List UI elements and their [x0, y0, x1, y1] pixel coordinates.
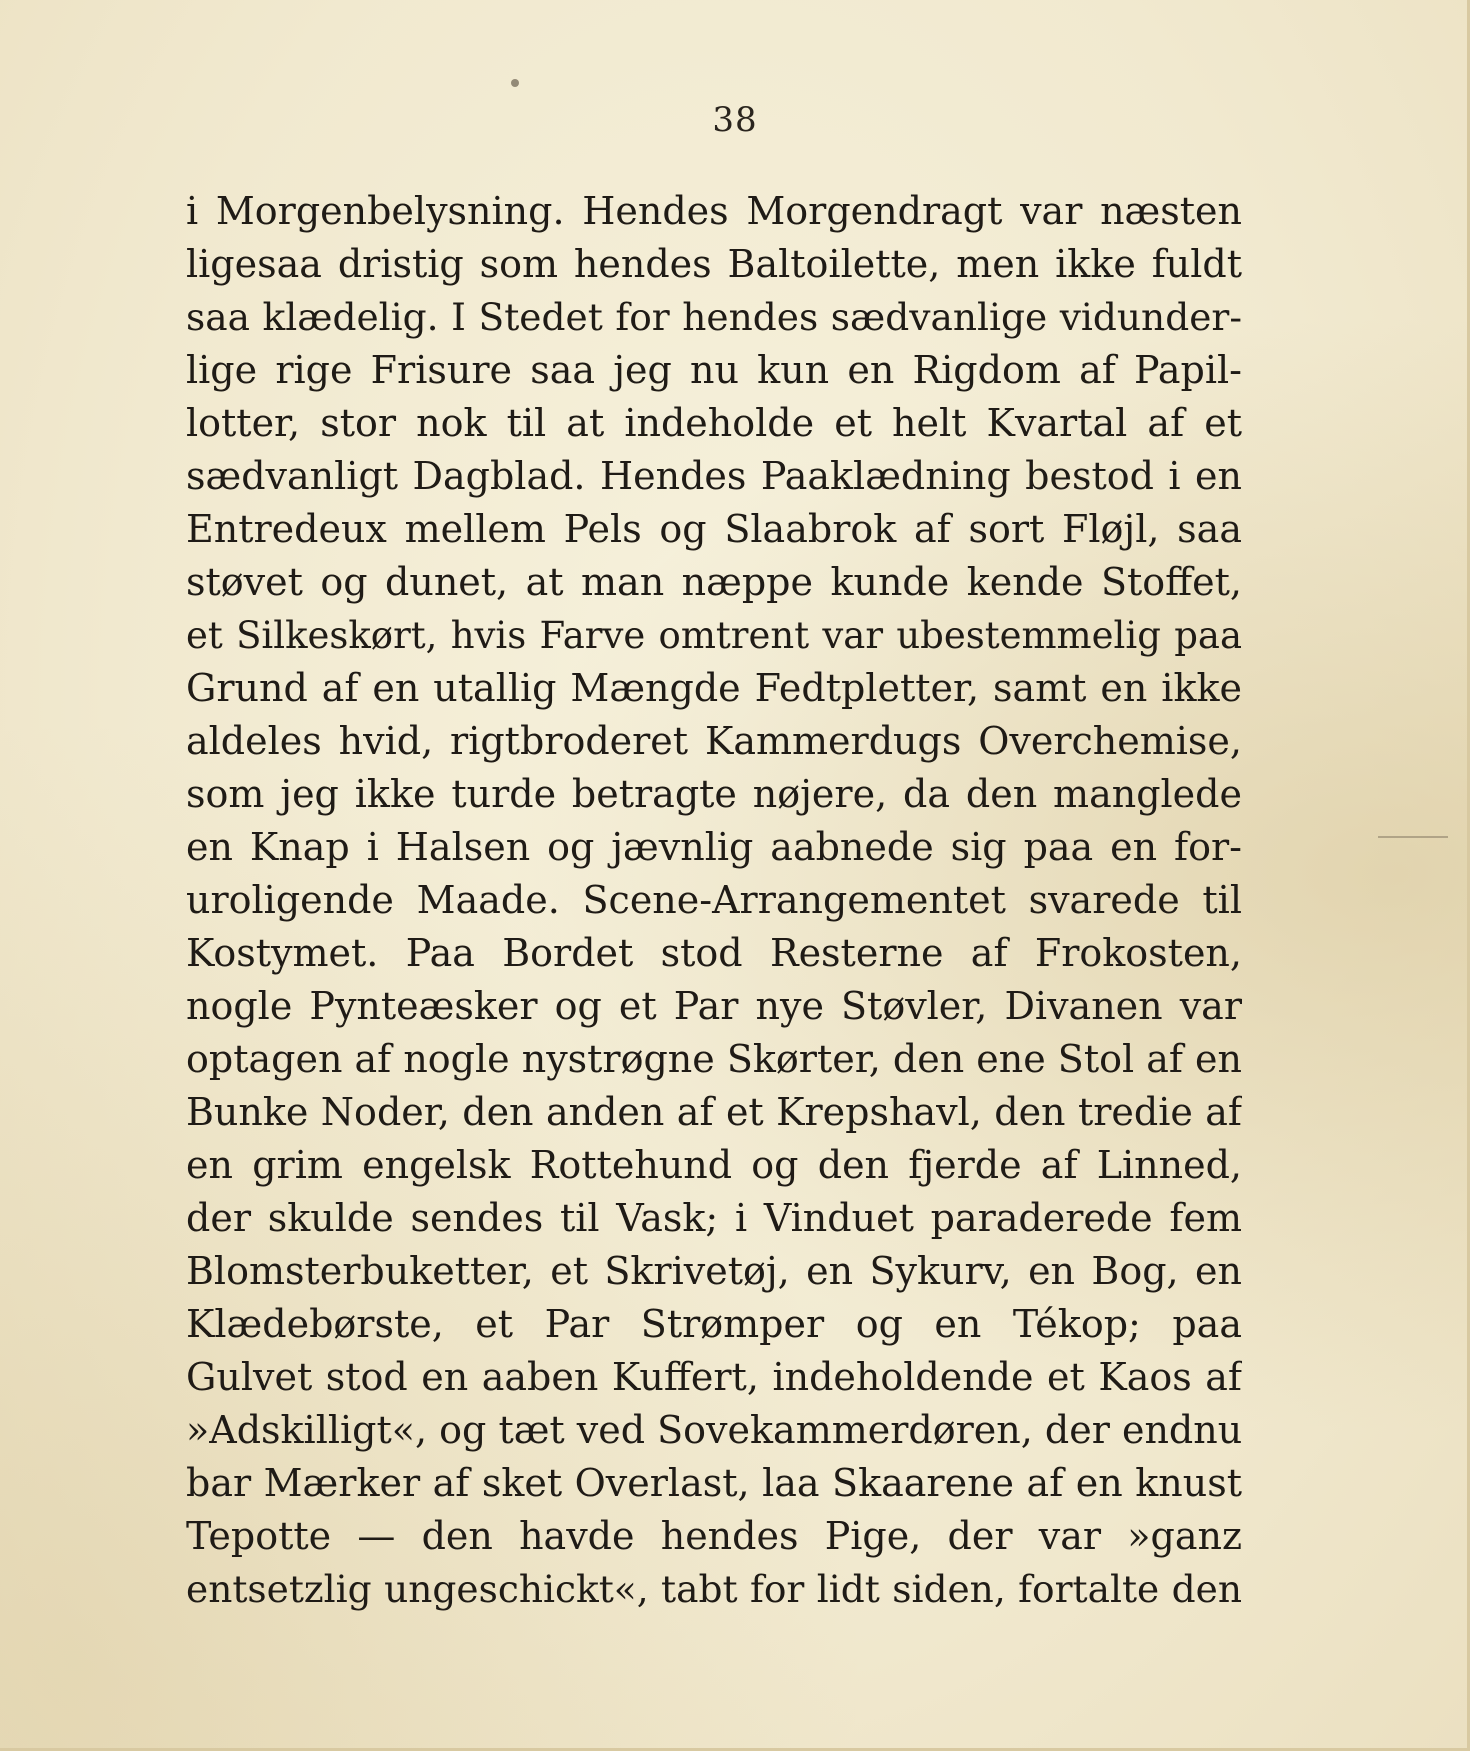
- text-line: Bunke Noder, den anden af et Krepshavl, den tredie af: [186, 1090, 1242, 1134]
- text-line: uroligende Maade. Scene-Arrangementet svarede til: [186, 878, 1242, 922]
- text-line: i Morgenbelysning. Hendes Morgendragt var næsten: [186, 189, 1242, 233]
- text-line: entsetzlig ungeschickt«, tabt for lidt siden, fortalte den: [186, 1567, 1242, 1611]
- text-line: en grim engelsk Rottehund og den fjerde af Linned,: [186, 1143, 1242, 1187]
- text-line: Tepotte — den havde hendes Pige, der var »ganz: [186, 1514, 1242, 1558]
- page-number: 38: [712, 100, 758, 140]
- text-line: optagen af nogle nystrøgne Skørter, den ene Stol af en: [186, 1037, 1242, 1081]
- text-line: som jeg ikke turde betragte nøjere, da den manglede: [186, 772, 1242, 816]
- text-line: bar Mærker af sket Overlast, laa Skaarene af en knust: [186, 1461, 1242, 1505]
- text-line: Blomsterbuketter, et Skrivetøj, en Sykurv, en Bog, en: [186, 1249, 1242, 1293]
- page-edge-crease: [1378, 836, 1448, 838]
- text-line: støvet og dunet, at man næppe kunde kende Stoffet,: [186, 560, 1242, 604]
- text-line: Grund af en utallig Mængde Fedtpletter, samt en ikke: [186, 666, 1242, 710]
- text-line: sædvanligt Dagblad. Hendes Paaklædning bestod i en: [186, 454, 1242, 498]
- text-line: saa klædelig. I Stedet for hendes sædvanlige vidunder-: [186, 295, 1242, 339]
- body-text: [186, 185, 1242, 1616]
- ink-fleck: [511, 79, 519, 87]
- text-line: en Knap i Halsen og jævnlig aabnede sig paa en for-: [186, 825, 1242, 869]
- text-line: Klædebørste, et Par Strømper og en Tékop; paa: [186, 1302, 1242, 1346]
- text-line: der skulde sendes til Vask; i Vinduet paraderede fem: [186, 1196, 1242, 1240]
- text-line: Kostymet. Paa Bordet stod Resterne af Frokosten,: [186, 931, 1242, 975]
- text-line: et Silkeskørt, hvis Farve omtrent var ubestemmelig paa: [186, 614, 1242, 657]
- text-line: Entredeux mellem Pels og Slaabrok af sort Fløjl, saa: [186, 507, 1242, 551]
- text-line: nogle Pynteæsker og et Par nye Støvler, Divanen var: [186, 984, 1242, 1028]
- text-line: ligesaa dristig som hendes Baltoilette, men ikke fuldt: [186, 242, 1242, 286]
- text-line: lotter, stor nok til at indeholde et helt Kvartal af et: [186, 401, 1242, 445]
- text-line: aldeles hvid, rigtbroderet Kammerdugs Overchemise,: [186, 719, 1242, 763]
- text-line: »Adskilligt«, og tæt ved Sovekammerdøren, der endnu: [186, 1408, 1242, 1452]
- text-line: Gulvet stod en aaben Kuffert, indeholdende et Kaos af: [186, 1355, 1242, 1399]
- text-line: lige rige Frisure saa jeg nu kun en Rigdom af Papil-: [186, 348, 1242, 392]
